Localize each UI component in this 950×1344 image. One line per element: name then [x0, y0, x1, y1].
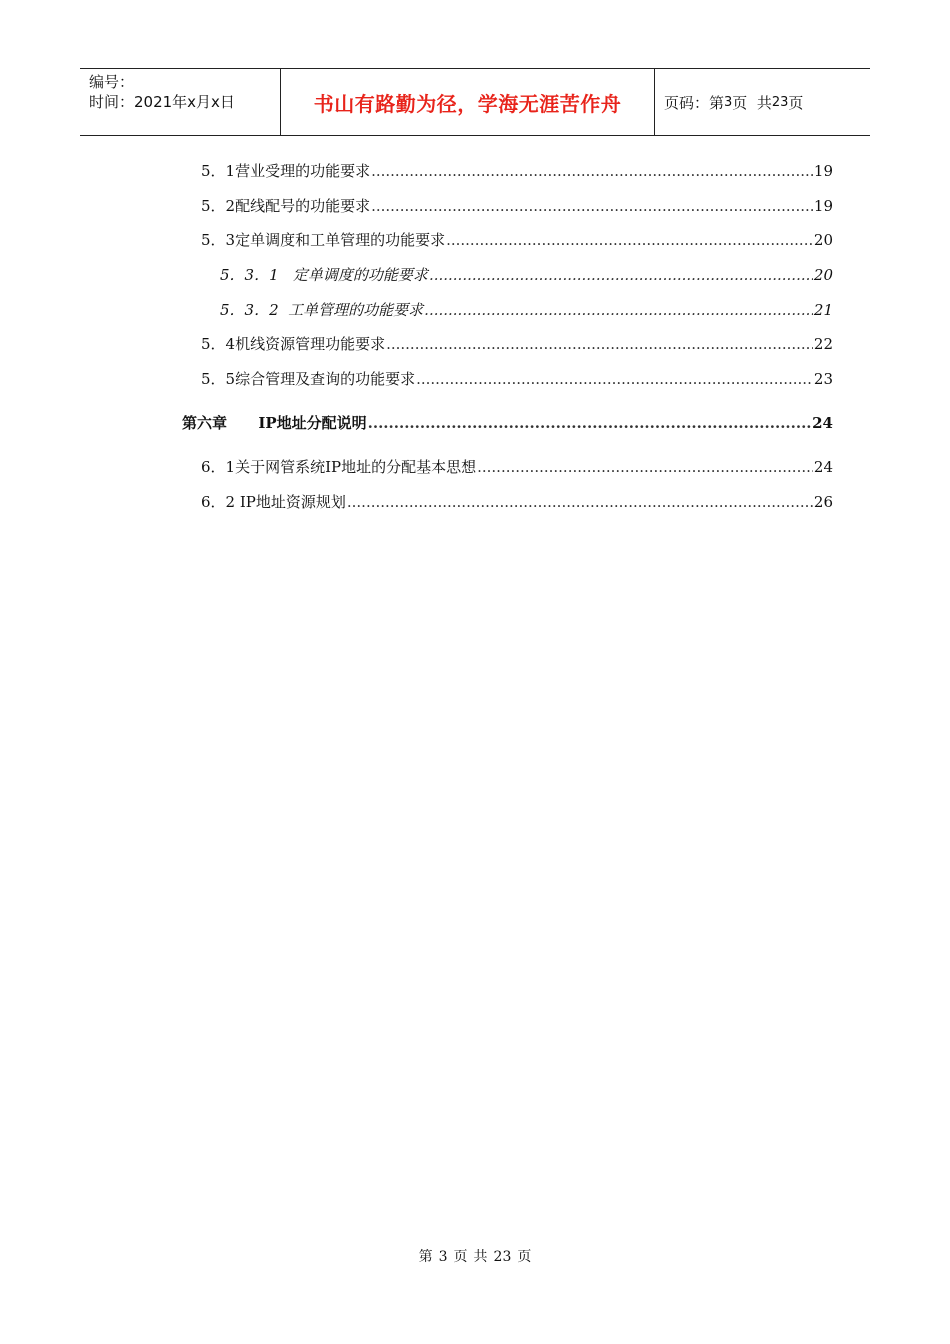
header-page-current: 3 [724, 94, 733, 110]
toc-entry-5-1[interactable] [201, 161, 833, 181]
toc-entry-page: 26 [813, 493, 833, 511]
document-date: 时间：2021年x月x日 [89, 93, 235, 111]
footer-page-word: 页 [453, 1249, 468, 1265]
toc-entry-page: 21 [813, 301, 833, 319]
toc-entry-5-5[interactable] [201, 369, 833, 389]
toc-entry-5-3[interactable] [201, 230, 833, 250]
header-page-mid: 页 共 [732, 93, 772, 112]
header-page-suffix: 页 [788, 93, 804, 112]
toc-entry-page: 24 [812, 414, 833, 432]
toc-entry-6-2[interactable] [201, 492, 833, 512]
header-motto: 书山有路勤为径，学海无涯苦作舟 [281, 69, 655, 135]
document-number-label: 编号： [89, 73, 135, 91]
toc-leader-dots [386, 334, 813, 354]
footer-page-current: 3 [438, 1249, 448, 1265]
toc-entry-title: 5．2配线配号的功能要求 [201, 197, 371, 215]
page-header [80, 68, 870, 136]
toc-entry-chapter-6[interactable] [182, 413, 833, 433]
toc-entry-page: 24 [813, 458, 833, 476]
toc-entry-5-3-1[interactable] [220, 265, 833, 285]
header-page-prefix: 页码：第 [664, 93, 725, 112]
page-footer [0, 1246, 950, 1266]
footer-total-word: 共 [473, 1249, 488, 1265]
header-page-info [655, 69, 870, 135]
footer-suffix: 页 [517, 1249, 532, 1265]
toc-entry-title: 第六章 IP地址分配说明 [182, 414, 367, 432]
toc-entry-page: 19 [813, 197, 833, 215]
header-meta [80, 69, 281, 135]
toc-leader-dots [347, 492, 813, 512]
toc-entry-title: 5．3定单调度和工单管理的功能要求 [201, 231, 446, 249]
toc-leader-dots [416, 369, 813, 389]
toc-leader-dots [371, 196, 813, 216]
toc-entry-page: 22 [813, 335, 833, 353]
toc-entry-page: 20 [813, 266, 833, 284]
header-page-total: 23 [771, 94, 789, 110]
toc-leader-dots [446, 230, 813, 250]
toc-entry-5-4[interactable] [201, 334, 833, 354]
toc-entry-page: 19 [813, 162, 833, 180]
toc-leader-dots [368, 413, 811, 433]
toc-entry-title: 6．2 IP地址资源规划 [201, 493, 346, 511]
toc-leader-dots [424, 300, 813, 320]
footer-prefix: 第 [418, 1249, 433, 1265]
toc-entry-title: 5．3．2 工单管理的功能要求 [220, 301, 424, 319]
toc-entry-5-3-2[interactable] [220, 300, 833, 320]
toc-entry-title: 5．3．1 定单调度的功能要求 [220, 266, 428, 284]
toc-entry-title: 5．1营业受理的功能要求 [201, 162, 371, 180]
footer-page-total: 23 [493, 1249, 512, 1265]
toc-entry-title: 6．1关于网管系统IP地址的分配基本思想 [201, 458, 477, 476]
toc-entry-title: 5．4机线资源管理功能要求 [201, 335, 386, 353]
toc-entry-page: 23 [813, 370, 833, 388]
toc-leader-dots [429, 265, 813, 285]
toc-leader-dots [477, 457, 813, 477]
toc-entry-page: 20 [813, 231, 833, 249]
toc-entry-6-1[interactable] [201, 457, 833, 477]
toc-entry-5-2[interactable] [201, 196, 833, 216]
toc-entry-title: 5．5综合管理及查询的功能要求 [201, 370, 416, 388]
toc-leader-dots [371, 161, 813, 181]
